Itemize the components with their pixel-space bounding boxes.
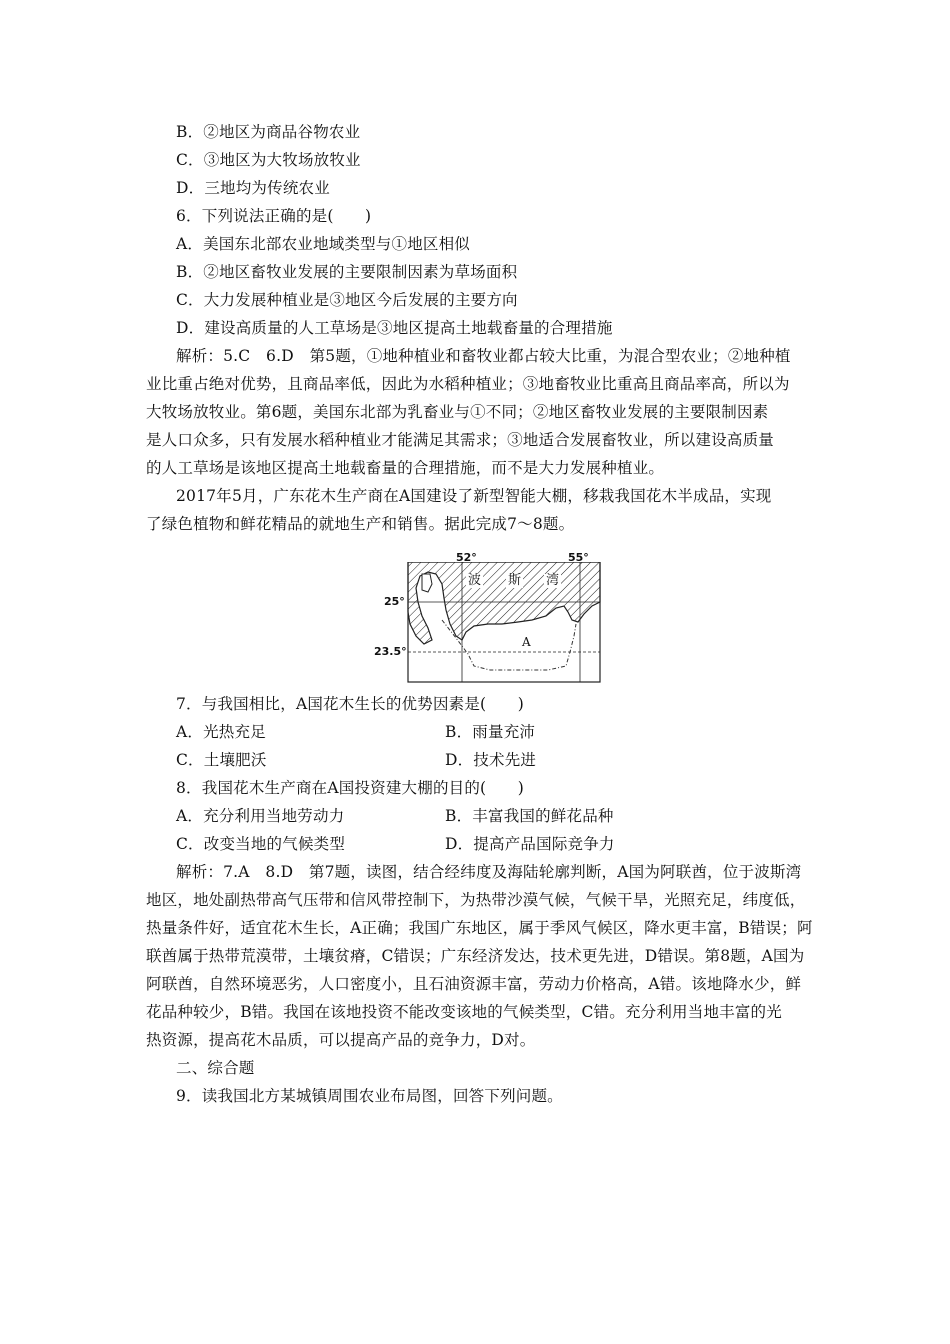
q5-option-d: D．三地均为传统农业 — [176, 179, 330, 197]
explanation-5-6-line: 业比重占绝对优势，且商品率低，因此为水稻种植业；③地畜牧业比重高且商品率高，所以为 — [146, 375, 790, 393]
gulf-label-char: 斯 — [508, 573, 522, 588]
question-9: 9．读我国北方某城镇周围农业布局图，回答下列问题。 — [176, 1087, 563, 1105]
q7-option-d: D．技术先进 — [445, 751, 537, 769]
country-a-label: A — [522, 635, 531, 649]
q8-option-a: A．充分利用当地劳动力 — [176, 807, 345, 825]
gulf-label-char: 波 — [468, 573, 482, 588]
explanation-5-6-line: 大牧场放牧业。第6题，美国东北部为乳畜业与①不同；②地区畜牧业发展的主要限制因素 — [146, 403, 769, 421]
explanation-7-8-line: 地区，地处副热带高气压带和信风带控制下，为热带沙漠气候，气候干旱，光照充足，纬度低， — [146, 891, 806, 909]
q7-option-a: A．光热充足 — [176, 723, 266, 741]
q6-option-a: A．美国东北部农业地域类型与①地区相似 — [176, 235, 470, 253]
lon-label-55: 55° — [568, 551, 589, 564]
explanation-7-8-line: 解析：7.A 8.D 第7题，读图，结合经纬度及海陆轮廓判断，A国为阿联酋，位于波斯湾 — [176, 863, 802, 881]
stem-7-8-line: 2017年5月，广东花木生产商在A国建设了新型智能大棚，移栽我国花木半成品，实现 — [176, 487, 772, 505]
q6-option-c: C．大力发展种植业是③地区今后发展的主要方向 — [176, 291, 518, 309]
question-7: 7．与我国相比，A国花木生长的优势因素是( ) — [176, 695, 524, 713]
q8-option-d: D．提高产品国际竞争力 — [445, 835, 615, 853]
lon-label-52: 52° — [456, 551, 477, 564]
gulf-label-char: 湾 — [546, 573, 560, 588]
stem-7-8-line: 了绿色植物和鲜花精品的就地生产和销售。据此完成7～8题。 — [146, 515, 575, 533]
explanation-7-8-line: 热资源，提高花木品质，可以提高产品的竞争力，D对。 — [146, 1031, 536, 1049]
q5-option-c: C．③地区为大牧场放牧业 — [176, 151, 361, 169]
question-6: 6．下列说法正确的是( ) — [176, 207, 372, 225]
persian-gulf-map — [370, 551, 602, 684]
map-drawing — [370, 562, 602, 684]
q6-option-d: D．建设高质量的人工草场是③地区提高土地载畜量的合理措施 — [176, 319, 613, 337]
explanation-7-8-line: 联酋属于热带荒漠带，土壤贫瘠，C错误；广东经济发达，技术更先进，D错误。第8题，A国为 — [146, 947, 805, 965]
q5-option-b: B．②地区为商品谷物农业 — [176, 123, 361, 141]
explanation-5-6-line: 的人工草场是该地区提高土地载畜量的合理措施，而不是大力发展种植业。 — [146, 459, 665, 477]
q7-option-c: C．土壤肥沃 — [176, 751, 267, 769]
explanation-7-8-line: 热量条件好，适宜花木生长，A正确；我国广东地区，属于季风气候区，降水更丰富，B错误；阿 — [146, 919, 813, 937]
lat-label-23-5: 23.5° — [374, 645, 407, 658]
q8-option-c: C．改变当地的气候类型 — [176, 835, 346, 853]
explanation-7-8-line: 花品种较少，B错。我国在该地投资不能改变该地的气候类型，C错。充分利用当地丰富的光 — [146, 1003, 782, 1021]
lat-label-25: 25° — [384, 595, 405, 608]
explanation-5-6-line: 解析：5.C 6.D 第5题，①地种植业和畜牧业都占较大比重，为混合型农业；②地种植 — [176, 347, 791, 365]
q7-option-b: B．雨量充沛 — [445, 723, 536, 741]
explanation-7-8-line: 阿联酋，自然环境恶劣，人口密度小，且石油资源丰富，劳动力价格高，A错。该地降水少，鲜 — [146, 975, 802, 993]
explanation-5-6-line: 是人口众多，只有发展水稻种植业才能满足其需求；③地适合发展畜牧业，所以建设高质量 — [146, 431, 775, 449]
q6-option-b: B．②地区畜牧业发展的主要限制因素为草场面积 — [176, 263, 518, 281]
q8-option-b: B．丰富我国的鲜花品种 — [445, 807, 614, 825]
question-8: 8．我国花木生产商在A国投资建大棚的目的( ) — [176, 779, 524, 797]
section-heading: 二、综合题 — [176, 1059, 255, 1077]
